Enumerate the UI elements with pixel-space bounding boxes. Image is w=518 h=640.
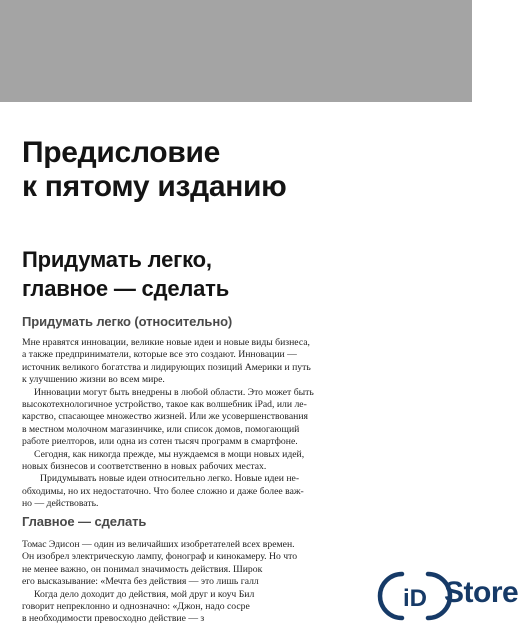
text-line: Томас Эдисон — один из величайших изобретателей всех времен. [22,539,295,550]
text-line: Сегодня, как никогда прежде, мы нуждаемся в мощи новых идей, [34,448,305,460]
text-line: в местном молочном магазинчике, или список домов, помогающий [22,423,300,435]
idstore-logo-mark-icon [388,568,442,624]
header-gray-band [0,0,472,102]
text-line: Он изобрел электрическую лампу, фонограф и кинокамеру. Но что [22,551,298,563]
text-line: работе риелторов, или одна из сотен тысяч программ в смартфоне. [22,436,298,448]
chapter-title-line: Предисловие [22,136,220,169]
text-line: его высказывание: «Мечта без действия — это лишь галл [22,576,259,588]
section-title [22,245,462,303]
section-title-line: главное — сделать [22,276,230,301]
text-line: новых бизнесов и соответственно в новых рабочих местах. [22,460,267,472]
text-line: высокотехнологичное устройство, такое как волшебник iPad, или ле- [22,398,307,410]
text-line: Мне нравятся инновации, великие новые идеи и новые виды бизнеса, [22,337,310,348]
logo-mark-text: iD [403,585,427,612]
text-line: карство, спасающее множество жизней. Или же усовершенствования [22,411,308,423]
logo-text: Store [444,576,518,609]
idstore-logo [388,560,518,632]
text-line: говорит непреклонно и однозначно: «Джон, надо сосре [22,600,250,612]
chapter-title [22,136,462,204]
text-line: не менее важно, он понимал значимость действия. Широк [22,563,263,575]
text-line: а также предприниматели, которые все это создают. Инновации — [22,349,297,361]
text-line: обходимы, но их недостаточно. Что более сложно и даже более важ- [22,485,304,497]
subheading-main-thing-is-to-do: Главное — сделать [22,514,147,529]
text-line: источник великого богатства и лидирующих позиций Америки и путь [22,361,311,373]
text-line: но — действовать. [22,498,99,510]
text-line: Инновации могут быть внедрены в любой области. Это может быть [34,386,314,398]
text-line: Придумывать новые идеи относительно легко. Новые идеи не- [40,473,300,485]
text-line: в необходимости превосходно действие — з [22,613,205,625]
chapter-title-line: к пятому изданию [22,170,287,203]
subheading-easy-to-invent: Придумать легко (относительно) [22,314,233,329]
body-text-block-1 [22,337,470,510]
text-line: к улучшению жизни во всем мире. [22,374,165,386]
text-line: Когда дело доходит до действия, мой друг и коуч Бил [34,588,255,600]
section-title-line: Придумать легко, [22,247,212,272]
